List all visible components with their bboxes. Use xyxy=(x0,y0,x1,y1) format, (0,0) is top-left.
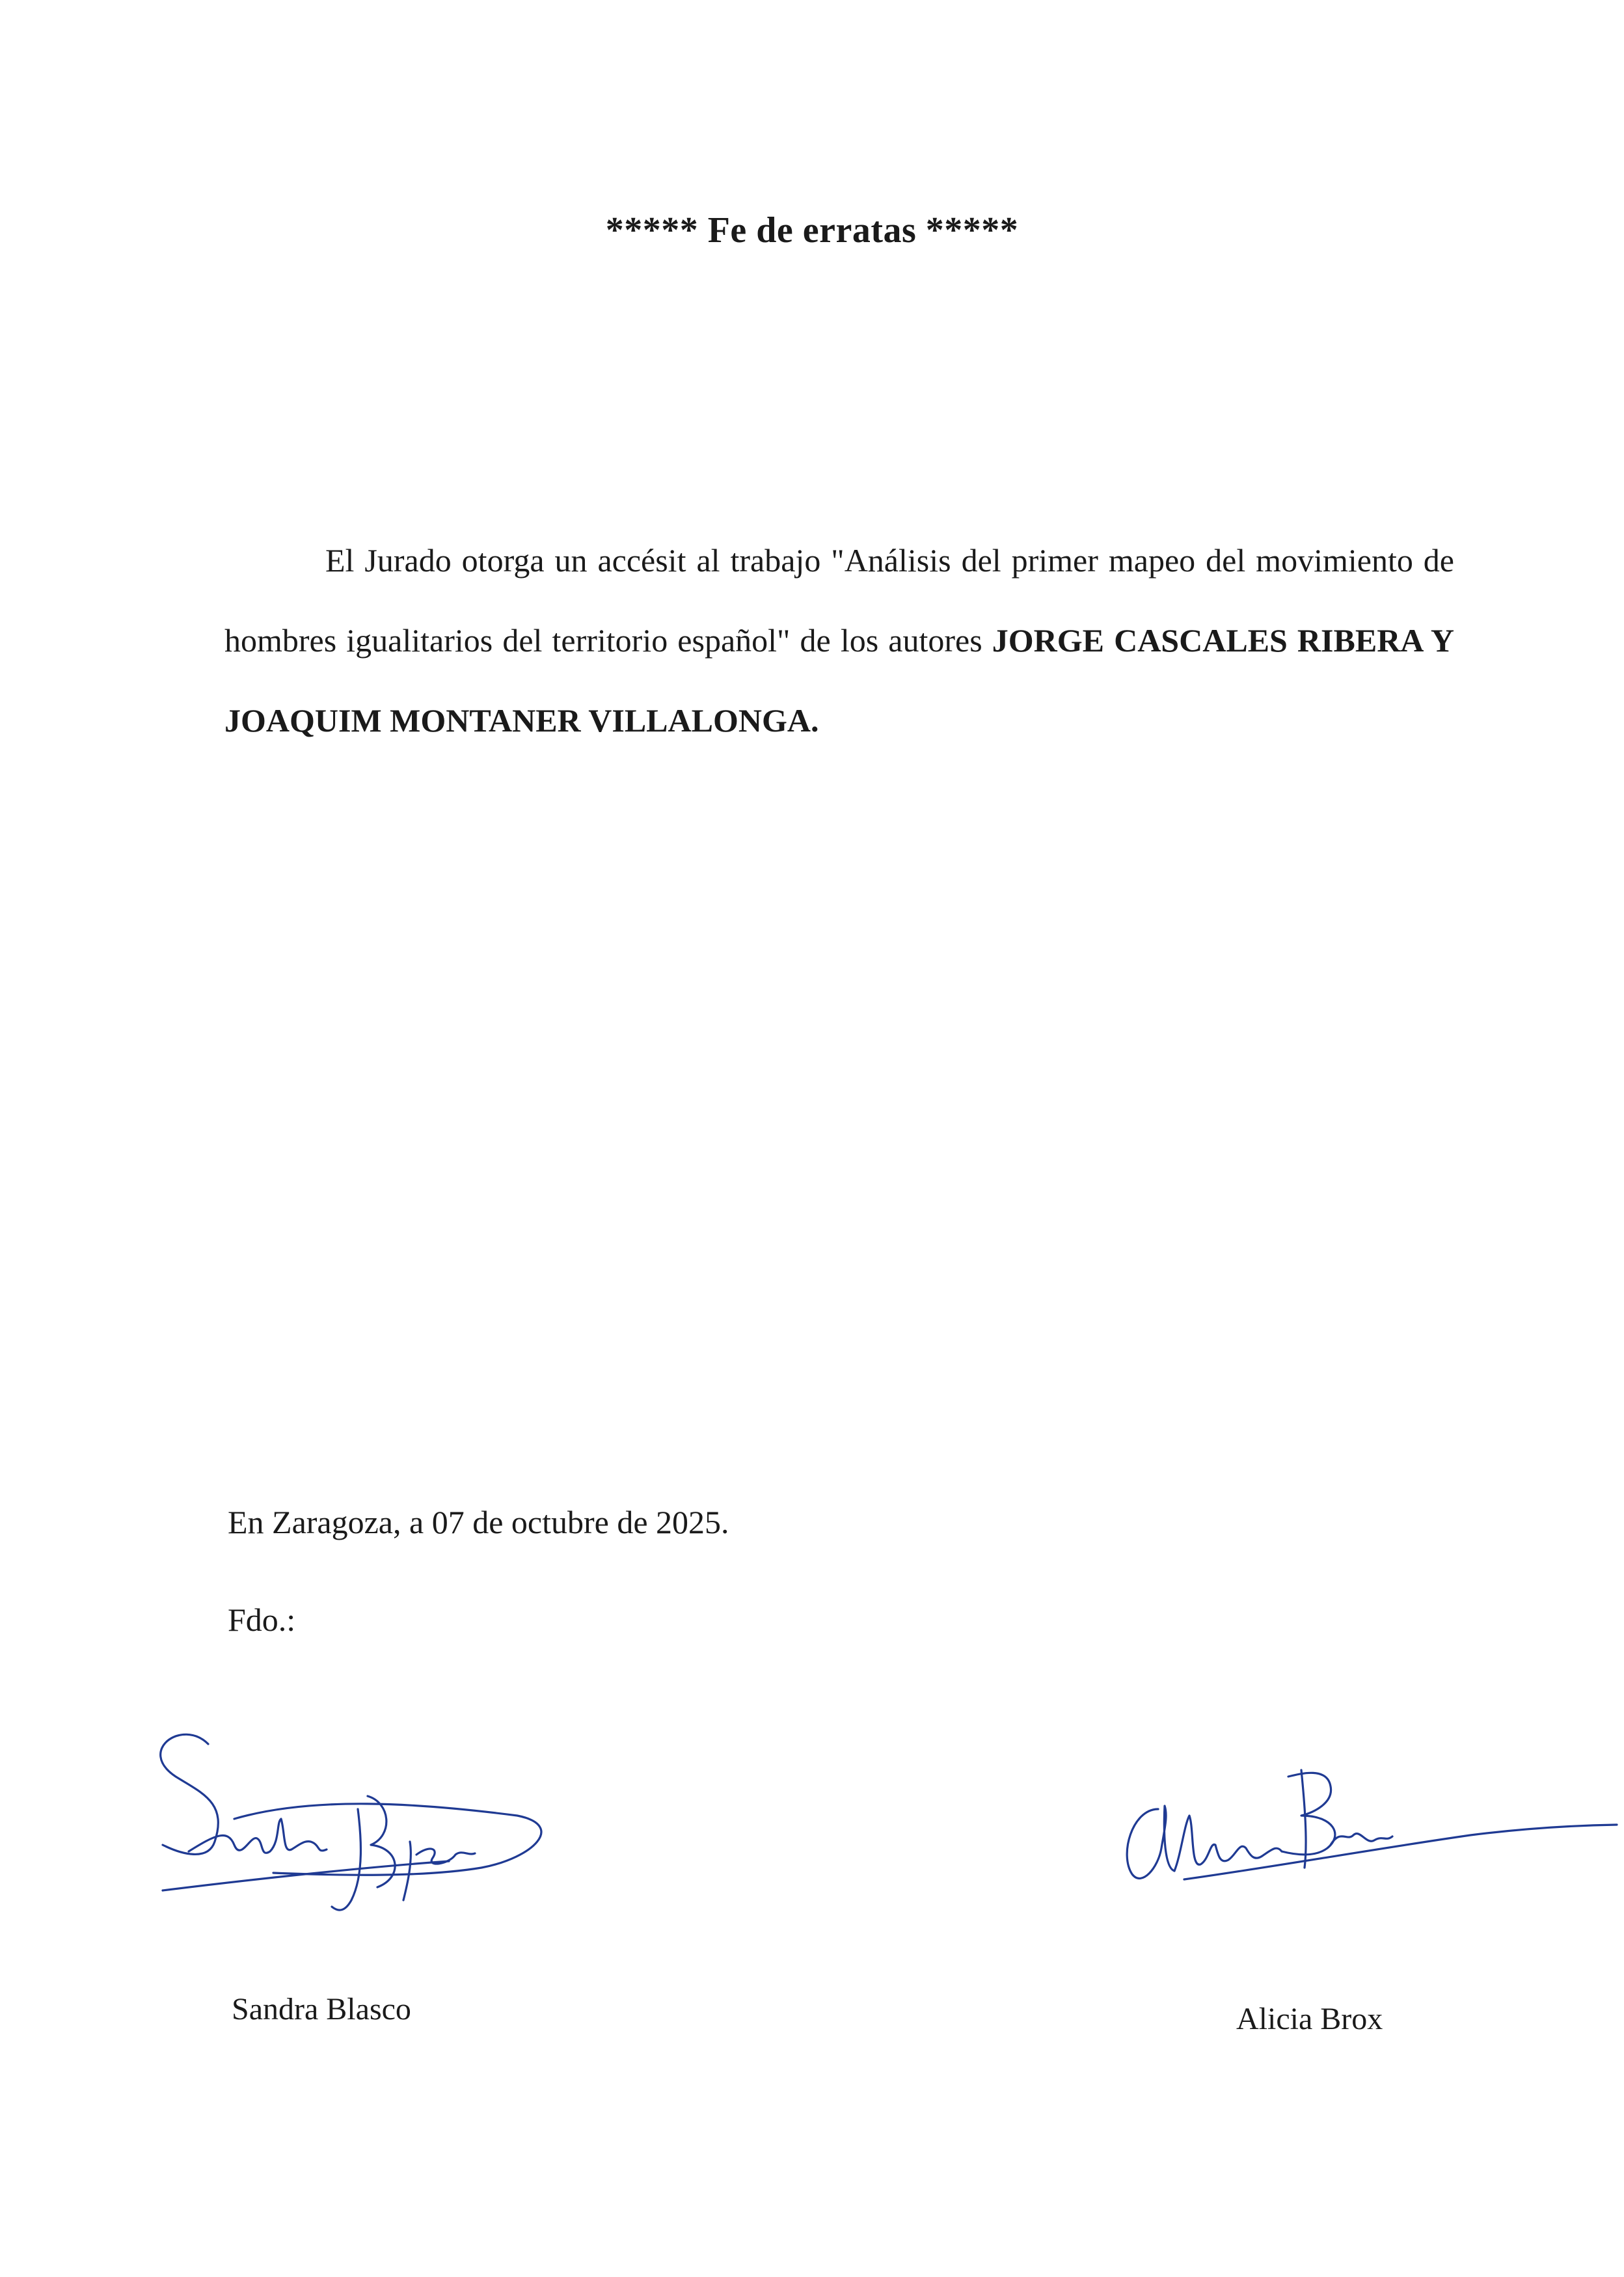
signature-sandra-blasco xyxy=(143,1705,547,1913)
place-date: En Zaragoza, a 07 de octubre de 2025. xyxy=(228,1504,729,1540)
signer-name-alicia-brox: Alicia Brox xyxy=(1236,2002,1383,2036)
award-authors: JORGE CASCALES RIBERA Y JOAQUIM MONTANER VILLALONGA. xyxy=(224,622,1454,739)
signer-name-sandra-blasco: Sandra Blasco xyxy=(232,1992,411,2026)
signature-alicia-brox xyxy=(1106,1738,1620,1907)
signed-label: Fdo.: xyxy=(228,1602,296,1638)
award-intro-text: El Jurado otorga un accésit al trabajo "Análisis del primer mapeo del movimiento de hombres igualitarios del territorio español" de los autores xyxy=(224,542,1454,659)
award-paragraph xyxy=(224,521,1454,761)
document-title: ***** Fe de erratas ***** xyxy=(605,210,1019,251)
